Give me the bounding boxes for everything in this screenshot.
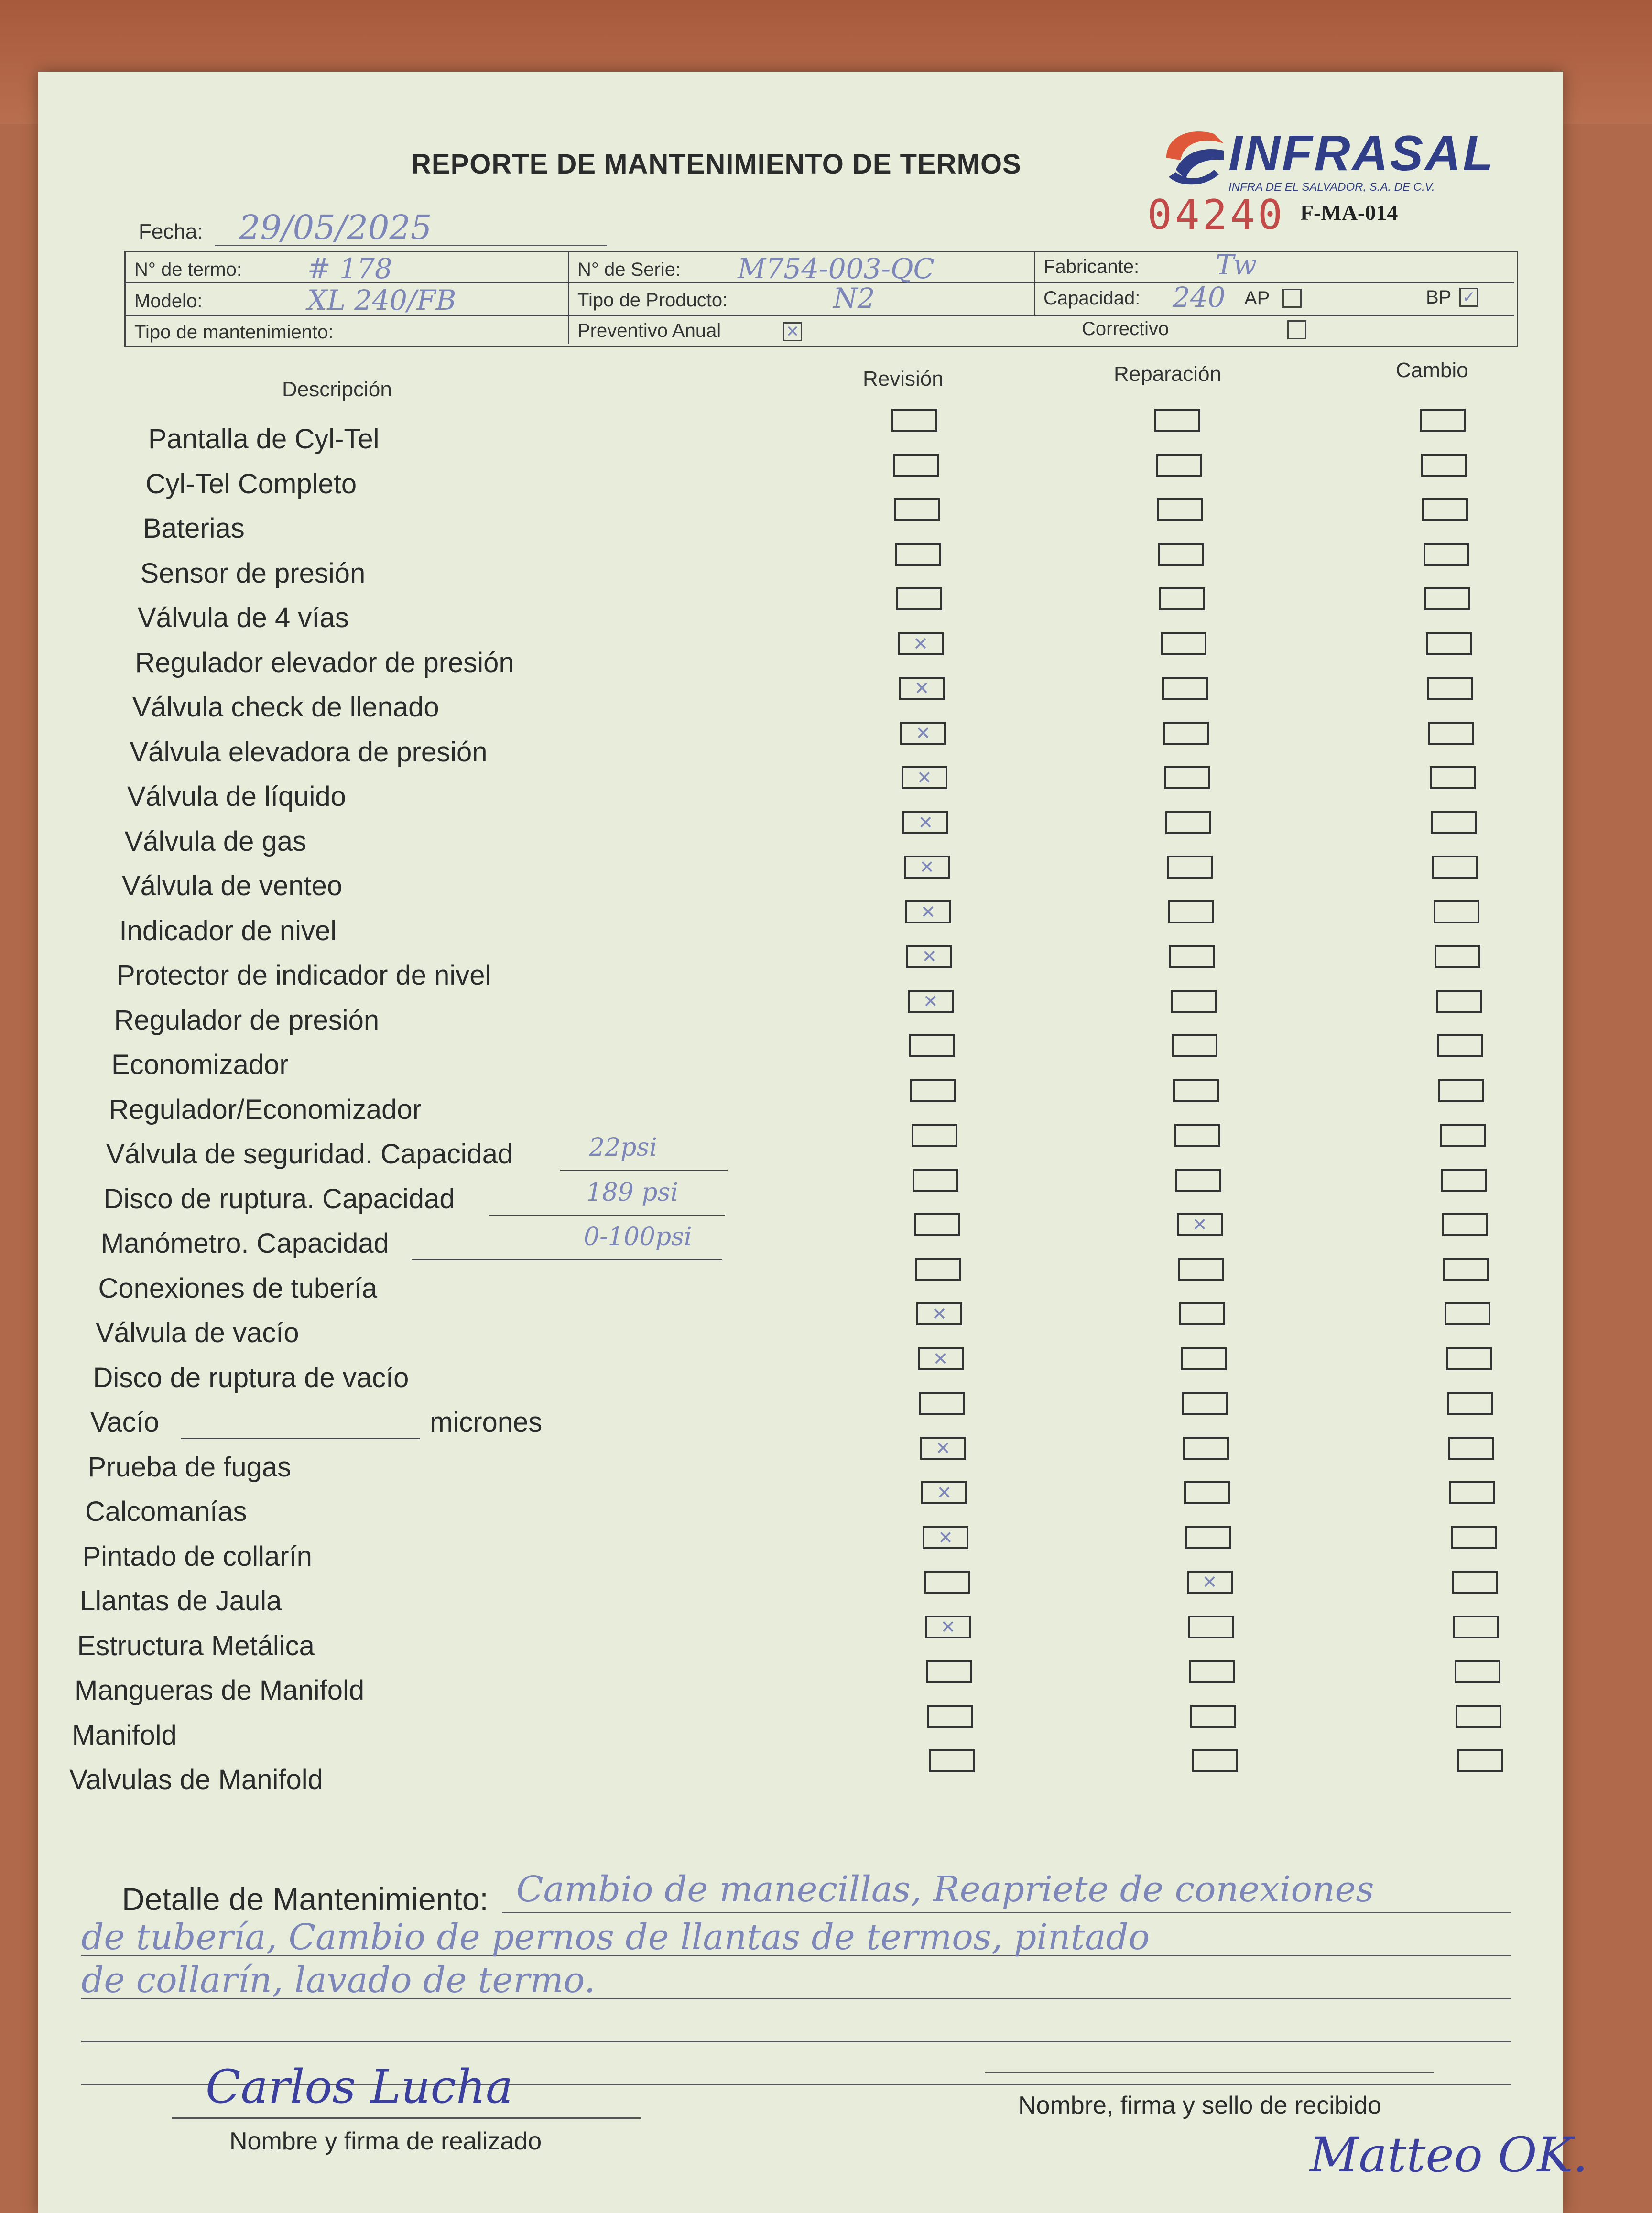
reparacion-checkbox[interactable] (1164, 766, 1210, 789)
capacity-underline (560, 1170, 728, 1171)
cambio-checkbox[interactable] (1430, 766, 1476, 789)
preventivo-label: Preventivo Anual (577, 320, 721, 341)
check-mark-icon: ✕ (936, 1482, 952, 1503)
reparacion-checkbox[interactable] (1154, 409, 1200, 432)
cambio-checkbox[interactable] (1442, 1213, 1488, 1236)
revision-checkbox[interactable] (916, 1302, 962, 1325)
reparacion-checkbox[interactable] (1177, 1213, 1223, 1236)
item-label: Regulador elevador de presión (135, 647, 514, 678)
item-label: Manifold (72, 1719, 177, 1751)
company-name: INFRASAL (1228, 126, 1495, 181)
item-label: Economizador (111, 1049, 289, 1080)
revision-checkbox[interactable] (902, 766, 947, 789)
document-title: REPORTE DE MANTENIMIENTO DE TERMOS (411, 149, 1022, 180)
cambio-checkbox[interactable] (1452, 1571, 1498, 1594)
reparacion-checkbox[interactable] (1188, 1616, 1234, 1638)
revision-checkbox[interactable] (894, 498, 940, 521)
item-label: Prueba de fugas (87, 1451, 292, 1483)
reparacion-checkbox[interactable] (1175, 1169, 1221, 1192)
revision-checkbox[interactable] (910, 1079, 956, 1102)
vacio-underline (181, 1438, 420, 1439)
revision-checkbox[interactable] (915, 1258, 961, 1281)
realizado-signature[interactable]: Carlos Lucha (206, 2060, 513, 2114)
check-mark-icon: ✕ (922, 946, 937, 967)
reparacion-checkbox[interactable] (1156, 454, 1202, 477)
capacidad-label: Capacidad: (1043, 288, 1141, 309)
reparacion-checkbox[interactable] (1187, 1571, 1233, 1594)
revision-checkbox[interactable] (891, 409, 937, 432)
company-subtitle: INFRA DE EL SALVADOR, S.A. DE C.V. (1228, 181, 1435, 194)
detail-line (502, 1912, 1511, 1913)
fecha-label: Fecha: (139, 220, 203, 243)
cambio-checkbox[interactable] (1424, 587, 1470, 610)
reparacion-checkbox[interactable] (1182, 1392, 1228, 1415)
capacity-underline (489, 1215, 725, 1216)
realizado-label: Nombre y firma de realizado (229, 2127, 542, 2155)
reparacion-checkbox[interactable] (1165, 811, 1211, 834)
ap-checkbox[interactable] (1282, 289, 1302, 308)
table-divider (568, 252, 569, 344)
termo-label: N° de termo: (134, 259, 242, 280)
cambio-checkbox[interactable] (1449, 1481, 1495, 1504)
revision-checkbox[interactable] (902, 811, 948, 834)
column-cambio: Cambio (1396, 358, 1468, 382)
item-label: Válvula elevadora de presión (130, 736, 488, 768)
detail-line (81, 2041, 1511, 2042)
tipo-mantenimiento-label: Tipo de mantenimiento: (134, 322, 334, 343)
serie-field[interactable]: M754-003-QC (738, 252, 935, 285)
item-label: Válvula check de llenado (132, 692, 439, 723)
realizado-signature-line (172, 2117, 641, 2119)
check-mark-icon: ✕ (1192, 1214, 1207, 1235)
reparacion-checkbox[interactable] (1158, 543, 1204, 566)
item-label: Sensor de presión (140, 557, 366, 589)
revision-checkbox[interactable] (919, 1392, 965, 1415)
revision-checkbox[interactable] (906, 945, 952, 968)
recibido-signature-line (985, 2072, 1434, 2073)
reparacion-checkbox[interactable] (1162, 677, 1208, 700)
cambio-checkbox[interactable] (1441, 1169, 1487, 1192)
fabricante-field[interactable]: Tw (1216, 249, 1257, 281)
revision-checkbox[interactable] (925, 1616, 971, 1638)
item-label: Pintado de collarín (82, 1540, 312, 1572)
item-label: Valvulas de Manifold (69, 1764, 323, 1795)
item-label: Disco de ruptura. Capacidad (103, 1183, 455, 1215)
revision-checkbox[interactable] (918, 1347, 964, 1370)
item-label: Baterias (143, 513, 245, 544)
reparacion-checkbox[interactable] (1159, 587, 1205, 610)
cambio-checkbox[interactable] (1455, 1660, 1500, 1683)
termo-field[interactable]: # 178 (307, 252, 392, 285)
maintenance-form-sheet (38, 72, 1588, 2213)
modelo-label: Modelo: (134, 291, 203, 312)
check-mark-icon: ✕ (915, 722, 931, 744)
recibido-signature[interactable]: Matteo OK. (1310, 2127, 1588, 2183)
revision-checkbox[interactable] (924, 1571, 970, 1594)
item-label: Pantalla de Cyl-Tel (148, 423, 380, 455)
cambio-checkbox[interactable] (1427, 677, 1473, 700)
item-label: Válvula de vacío (96, 1317, 299, 1348)
fabricante-label: Fabricante: (1043, 256, 1140, 277)
reparacion-checkbox[interactable] (1185, 1526, 1231, 1549)
revision-checkbox[interactable] (905, 900, 951, 923)
item-label: Manómetro. Capacidad (101, 1228, 389, 1259)
check-mark-icon: ✕ (935, 1437, 951, 1459)
check-mark-icon: ✕ (940, 1616, 956, 1638)
revision-checkbox[interactable] (899, 677, 945, 700)
check-mark-icon: ✕ (913, 633, 928, 654)
producto-field[interactable]: N2 (833, 282, 875, 315)
item-label: Válvula de seguridad. Capacidad (106, 1139, 513, 1170)
check-mark-icon: ✕ (932, 1303, 947, 1324)
fecha-field[interactable]: 29/05/2025 (239, 208, 432, 247)
item-label: Indicador de nivel (119, 915, 337, 946)
revision-checkbox[interactable] (914, 1213, 960, 1236)
item-label: Disco de ruptura de vacío (93, 1362, 409, 1393)
revision-checkbox[interactable] (927, 1705, 973, 1728)
revision-checkbox[interactable] (921, 1481, 967, 1504)
item-label: Regulador/Economizador (109, 1094, 422, 1125)
reparacion-checkbox[interactable] (1183, 1437, 1229, 1460)
cambio-checkbox[interactable] (1456, 1705, 1501, 1728)
cambio-checkbox[interactable] (1438, 1079, 1484, 1102)
bp-label: BP (1426, 287, 1452, 308)
producto-label: Tipo de Producto: (577, 290, 728, 311)
revision-checkbox[interactable] (920, 1437, 966, 1460)
company-logo (1157, 119, 1520, 196)
reparacion-checkbox[interactable] (1173, 1079, 1219, 1102)
reparacion-checkbox[interactable] (1190, 1705, 1236, 1728)
item-label: Regulador de presión (114, 1004, 380, 1036)
reparacion-checkbox[interactable] (1189, 1660, 1235, 1683)
item-label: Válvula de 4 vías (138, 602, 349, 633)
check-mark-icon: ✕ (920, 901, 936, 922)
form-code: F-MA-014 (1300, 200, 1398, 225)
reparacion-checkbox[interactable] (1167, 856, 1213, 879)
vacio-unit-label: micrones (430, 1407, 543, 1438)
reparacion-checkbox[interactable] (1184, 1481, 1230, 1504)
revision-checkbox[interactable] (900, 722, 946, 745)
item-label: Vacío (90, 1407, 160, 1438)
cambio-checkbox[interactable] (1434, 900, 1479, 923)
reparacion-checkbox[interactable] (1181, 1347, 1227, 1370)
revision-checkbox[interactable] (926, 1660, 972, 1683)
serie-label: N° de Serie: (577, 259, 681, 280)
check-mark-icon: ✕ (923, 990, 938, 1012)
check-mark-icon: ✕ (1202, 1572, 1217, 1593)
revision-checkbox[interactable] (895, 543, 941, 566)
cambio-checkbox[interactable] (1443, 1258, 1489, 1281)
cambio-checkbox[interactable] (1428, 722, 1474, 745)
column-descripcion: Descripción (282, 378, 392, 401)
revision-checkbox[interactable] (893, 454, 939, 477)
cambio-checkbox[interactable] (1432, 856, 1478, 879)
detalle-line-2[interactable]: de tubería, Cambio de pernos de llantas de termos, pintado (81, 1917, 1150, 1958)
correctivo-checkbox[interactable] (1287, 320, 1306, 339)
check-mark-icon: ✕ (916, 767, 932, 788)
revision-checkbox[interactable] (898, 632, 944, 655)
capacidad-field[interactable]: 240 (1173, 281, 1226, 314)
reparacion-checkbox[interactable] (1163, 722, 1209, 745)
revision-checkbox[interactable] (912, 1124, 957, 1147)
revision-checkbox[interactable] (904, 856, 950, 879)
item-label: Cyl-Tel Completo (145, 468, 357, 499)
reparacion-checkbox[interactable] (1171, 990, 1217, 1013)
cambio-checkbox[interactable] (1422, 498, 1468, 521)
item-label: Conexiones de tubería (98, 1272, 378, 1304)
detalle-line-1[interactable]: Cambio de manecillas, Reapriete de conexiones (516, 1869, 1374, 1910)
cambio-checkbox[interactable] (1440, 1124, 1486, 1147)
table-divider (1034, 252, 1035, 315)
revision-checkbox[interactable] (909, 1034, 955, 1057)
form-serial-number: 04240 (1147, 191, 1285, 239)
cambio-checkbox[interactable] (1445, 1302, 1490, 1325)
check-mark-icon: ✕ (914, 678, 930, 699)
reparacion-checkbox[interactable] (1178, 1258, 1224, 1281)
equipment-info-table (124, 251, 1518, 347)
item-label: Válvula de gas (124, 825, 306, 857)
revision-checkbox[interactable] (896, 587, 942, 610)
cambio-checkbox[interactable] (1421, 454, 1467, 477)
cambio-checkbox[interactable] (1420, 409, 1466, 432)
check-mark-icon: ✕ (918, 812, 934, 833)
cambio-checkbox[interactable] (1447, 1392, 1493, 1415)
cambio-checkbox[interactable] (1451, 1526, 1497, 1549)
cambio-checkbox[interactable] (1437, 1034, 1483, 1057)
revision-checkbox[interactable] (913, 1169, 958, 1192)
capacity-field[interactable]: 22psi (589, 1133, 657, 1162)
detalle-line-3[interactable]: de collarín, lavado de termo. (81, 1960, 596, 2001)
cambio-checkbox[interactable] (1453, 1616, 1499, 1638)
cambio-checkbox[interactable] (1431, 811, 1477, 834)
reparacion-checkbox[interactable] (1161, 632, 1206, 655)
item-label: Estructura Metálica (77, 1630, 315, 1661)
cambio-checkbox[interactable] (1424, 543, 1469, 566)
capacity-underline (412, 1259, 722, 1260)
reparacion-checkbox[interactable] (1157, 498, 1203, 521)
check-mark-icon: ✕ (919, 857, 935, 878)
check-mark-icon: ✕ (933, 1348, 948, 1369)
cambio-checkbox[interactable] (1448, 1437, 1494, 1460)
revision-checkbox[interactable] (908, 990, 954, 1013)
recibido-label: Nombre, firma y sello de recibido (1018, 2092, 1382, 2119)
cambio-checkbox[interactable] (1435, 945, 1480, 968)
cambio-checkbox[interactable] (1436, 990, 1482, 1013)
ap-label: AP (1244, 288, 1270, 309)
cambio-checkbox[interactable] (1446, 1347, 1492, 1370)
infrasal-logo-icon (1157, 124, 1228, 191)
column-revision: Revisión (863, 367, 944, 391)
item-label: Válvula de venteo (122, 870, 343, 901)
preventivo-checkbox[interactable]: ✕ (783, 322, 802, 341)
item-label: Llantas de Jaula (80, 1585, 282, 1616)
detalle-label: Detalle de Mantenimiento: (122, 1881, 489, 1917)
capacity-field[interactable]: 189 psi (586, 1178, 678, 1207)
reparacion-checkbox[interactable] (1174, 1124, 1220, 1147)
cambio-checkbox[interactable] (1457, 1749, 1503, 1772)
reparacion-checkbox[interactable] (1168, 900, 1214, 923)
reparacion-checkbox[interactable] (1172, 1034, 1217, 1057)
cambio-checkbox[interactable] (1426, 632, 1472, 655)
capacity-field[interactable]: 0-100psi (584, 1223, 692, 1251)
item-label: Protector de indicador de nivel (117, 960, 491, 991)
item-label: Mangueras de Manifold (75, 1675, 365, 1706)
revision-checkbox[interactable] (929, 1749, 975, 1772)
item-label: Calcomanías (85, 1496, 247, 1527)
reparacion-checkbox[interactable] (1169, 945, 1215, 968)
reparacion-checkbox[interactable] (1192, 1749, 1238, 1772)
revision-checkbox[interactable] (923, 1526, 968, 1549)
modelo-field[interactable]: XL 240/FB (307, 284, 456, 316)
correctivo-label: Correctivo (1082, 318, 1169, 339)
reparacion-checkbox[interactable] (1179, 1302, 1225, 1325)
bp-checkbox[interactable]: ✓ (1459, 288, 1478, 307)
item-label: Válvula de líquido (127, 781, 346, 812)
column-reparacion: Reparación (1114, 362, 1222, 386)
check-mark-icon: ✕ (938, 1527, 953, 1548)
